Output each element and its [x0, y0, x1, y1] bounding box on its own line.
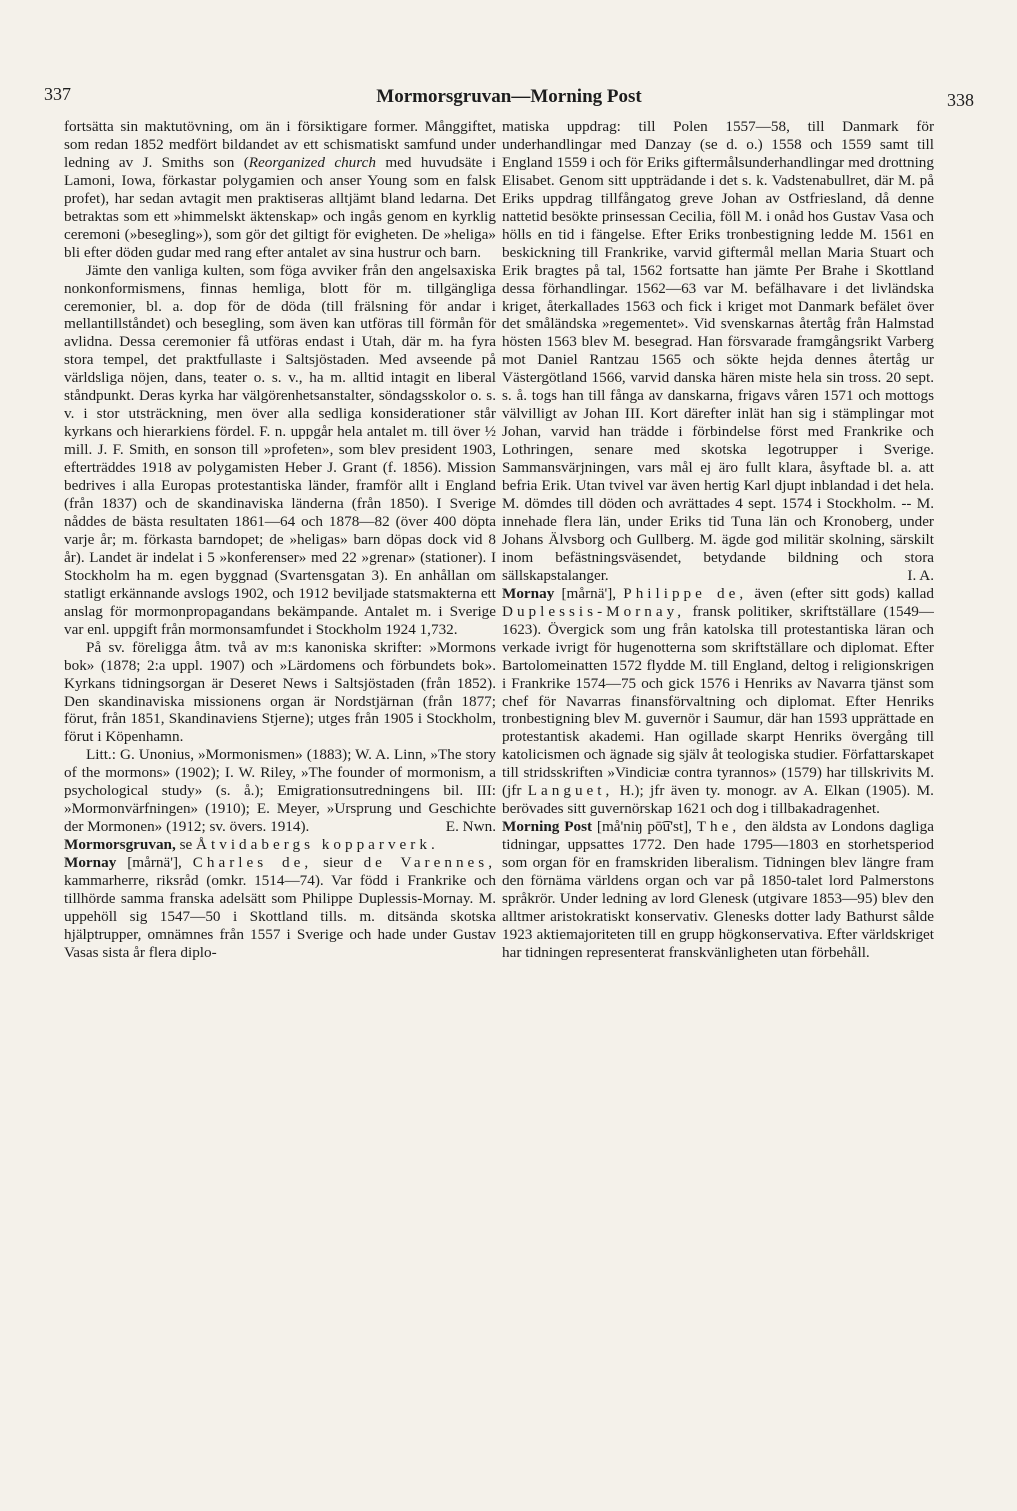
- text-run: matiska uppdrag: till Polen 1557—58, till Danmark för underhandlingar med Danzay (se d. o.) 1558 och 1559 samt till England 1559 i och för Eriks giftermålsunderhandlingar med drottning Elisabet. Genom sitt uppträdande i det s. k. Vadstenabullret, där M. på Eriks uppdrag tillfångatog greve Johan av Ostfriesland, då denne nattetid besökte prinsessan Cecilia, föll M. i onåd hos Gustav Vasa och hölls en tid i fängelse. Efter Eriks tronbestigning ledde M. 1561 en beskickning till Frankrike, varvid giftermål mellan Maria Stuart och Erik bragtes på tal, 1562 fortsatte han jämte Per Brahe i Skottland dessa förhandlingar. 1562—63 var M. befälhavare i det livländska kriget, återkallades 1563 och fick i kriget mot Danmark befälet över det småländska »regementet». Vid svenskarnas återtåg från Halmstad hösten 1563 blev M. besegrad. Han försvarade framgångsrikt Varberg mot Daniel Rantzau 1565 och sökte hejda dennes återtåg ur Västergötland 1566, varvid danska hären miste hela sin tross. 20 sept. s. å. togs han till fånga av danskarna, frigavs våren 1571 och mottogs välvilligt av Johan III. Kort därefter inlät han sig i stämplingar mot Johan, varvid han trädde i förbindelse först med Frankrike och Lothringen, senare med skotska legotrupper i Sverige. Sammansvärjningen, vars mål ej äro fullt klara, åsyftade bl. a. att befria Erik. Utan tvivel var även hertig Karl djupt inblandad i det hela. M. dömdes till döden och avrättades 4 sept. 1574 i Stockholm. -- M. innehade flera län, under Eriks tid Tuna län och Kronoberg, under Johans Älvsborg och Gullberg. M. ägde god militär skolning, särskilt inom befästningsväsendet, betydande bildning och stora sällskapstalanger.: [502, 118, 934, 584]
- entry-mornay-philippe: [502, 585, 934, 818]
- text-run: kammarherre, riksråd (omkr. 1514—74). Var född i Frankrike och tillhörde samma franska adelsätt som Philippe Duplessis-Mornay. M. uppehöll sig 1547—50 i Skottland tills. m. ditsända skotska hjälptrupper, omnämnes från 1557 i Sverige och hade under Gustav Vasas sista år flera diplo-: [64, 872, 496, 961]
- spaced-name: Languet,: [527, 782, 614, 800]
- right-column: [502, 118, 934, 1408]
- spaced-name: The,: [696, 818, 741, 836]
- italic-term: Reorganized church: [248, 153, 376, 171]
- spaced-name: Charles de,: [192, 854, 313, 872]
- pronunciation: [må'niŋ pō͡u'st],: [592, 818, 697, 836]
- author-signature: I. A.: [907, 566, 934, 584]
- entry-headword: Mormorsgruvan,: [64, 836, 176, 854]
- paragraph: Jämte den vanliga kulten, som föga avviker från den angelsaxiska nonkonformismens, finnas hemliga, blott för m. tillgängliga ceremonier, bl. a. dop för de döda (till frälsning för andar i mellantillståndet) och besegling, som även kan utföras till förmån för avlidna. Dessa ceremonier få utföras endast i Utah, där m. ha fyra stora tempel, det praktfullaste i Saltsjöstaden. Med avseende på världsliga nöjen, dans, teater o. s. v., ha m. alltid intagit en liberal ståndpunkt. Deras kyrka har välgörenhetsanstalter, söndagsskolor o. s. v. i stor utsträckning, men över alla sedliga konsiderationer står kyrkans och hierarkiens fördel. F. n. uppgår hela antalet m. till över ½ mill. J. F. Smith, en sonson till »profeten», som blev president 1903, efterträddes 1918 av polygamisten Heber J. Grant (f. 1856). Mission bedrives i alla Europas protestantiska länder, framför allt i England (från 1837) och de skandinaviska länderna (från 1850). I Sverige nåddes de bästa resultaten 1861—64 och 1878—82 (över 400 döpta varje år; m. förkasta barndopet; de »heligas» barn döpas dock vid 8 år). Landet är indelat i 5 »konferenser» med 22 »grenar» (stationer). I Stockholm ha m. egen byggnad (Svartensgatan 3). En anhållan om statligt erkännande avslogs 1902, och 1912 beviljade statsmakterna ett anslag för mormonpropagandans bekämpande. Antalet m. i Sverige var enl. uppgift från mormonsamfundet i Stockholm 1924 1,732.: [64, 261, 496, 638]
- text-run: Litt.: G. Unonius, »Mormonismen» (1883); W. A. Linn, »The story of the mormons» (1902); I. W. Riley, »The founder of mormonism, a psychological study» (s. å.); Emigrationsutredningens bil. III: »Mormonvärfningen» (1910); E. Meyer, »Ursprung und Geschichte der Mormonen» (1912; sv. övers. 1914).: [64, 746, 496, 836]
- entry-headword: Morning Post: [502, 818, 593, 836]
- page-header: [44, 84, 974, 114]
- text-run: med huvudsäte i Lamoni, Iowa, förkastar polygamien och anser Young som en falsk profet), har sedan avtagit men praktiseras alltjämt bland ledarna. Det betraktas som ett »himmelskt äktenskap» och ingås genom en kyrklig ceremoni (»besegling»), som gör det giltigt för evigheten. De »heliga» bli efter döden gudar med rang efter antalet av sina hustrur och barn.: [64, 153, 496, 261]
- text-run: sieur: [312, 854, 364, 872]
- text-run: se: [175, 836, 197, 854]
- literature-paragraph: [64, 746, 496, 836]
- paragraph: [502, 118, 934, 585]
- pronunciation: [mårnä'],: [554, 584, 624, 602]
- running-head: Mormorsgruvan—Morning Post: [376, 86, 642, 107]
- entry-mornay-charles: [64, 854, 496, 962]
- text-run: även (efter sitt gods) kallad: [747, 584, 934, 602]
- spaced-name: de Varennes,: [363, 854, 496, 872]
- left-column: [64, 118, 496, 1408]
- entry-headword: Mornay: [502, 584, 555, 602]
- paragraph: [64, 118, 496, 262]
- text-run: fransk politiker, skriftställare (1549—1623). Övergick som ung från katolska till protestantiska läran och verkade ivrigt för hugenotterna som skriftställare och diplomat. Efter Bartolomeinatten 1572 flydde M. till England, deltog i religionskrigen i Frankrike 1574—75 och gick 1576 i Henriks av Navarra tjänst som chef för Navarras finansförvaltning och diplomat. Efter Henriks tronbestigning blev M. guvernör i Saumur, där han 1593 upprättade en protestantisk akademi. Han ogillade skarpt Henriks övergång till katolicismen och ägnade sig själv åt teologiska studier. Författarskapet till stridsskriften »Vindiciæ contra tyrannos» (1579) har tillskrivits M. (jfr: [502, 602, 934, 800]
- entry-mormorsgruvan: [64, 836, 496, 854]
- text-run: H.); jfr även ty. monogr. av A. Elkan (1905). M. berövades sitt guvernörskap 1621 och dog i tillbakadragenhet.: [502, 782, 934, 818]
- cross-reference: Åtvidabergs kopparverk.: [196, 836, 439, 854]
- pronunciation: [mårnä'],: [116, 854, 193, 872]
- paragraph: På sv. föreligga åtm. två av m:s kanoniska skrifter: »Mormons bok» (1878; 2:a uppl. 1907) och »Lärdomens och förbundets bok». Kyrkans tidningsorgan är Deseret News i Saltsjöstaden (från 1852). Den skandinaviska missionens organ är Nordstjärnan (från 1877; förut, från 1851, Skandinaviens Stjerne); utges från 1905 i Stockholm, förut i Köpenhamn.: [64, 638, 496, 746]
- entry-headword: Mornay: [64, 854, 117, 872]
- text-run: fortsätta sin maktutövning, om än i försiktigare former. Månggiftet, som redan 1852 medfört bildandet av ett schismatiskt samfund under ledning av J. Smiths son (: [64, 118, 496, 171]
- page-number-left: 337: [44, 84, 71, 104]
- page-number-right: 338: [947, 90, 974, 110]
- spaced-name: Philippe de,: [623, 584, 748, 602]
- author-signature: E. Nwn.: [445, 818, 496, 836]
- entry-morning-post: [502, 818, 934, 962]
- text-run: den äldsta av Londons dagliga tidningar, uppsattes 1772. Den hade 1795—1803 en storhetsperiod som organ för en framskriden liberalism. Tidningen blev längre fram den förnäma världens organ och var på 1850-talet lord Palmerstons språkrör. Under ledning av lord Glenesk (utgivare 1853—95) blev den alltmer aristokratiskt konservativ. Glenesks dotter lady Bathurst sålde 1923 aktiemajoriteten till en grupp högkonservativa. Efter världskriget har tidningen representerat franskvänligheten utan förbehåll.: [502, 818, 934, 961]
- spaced-name: Duplessis-Mornay,: [502, 602, 686, 620]
